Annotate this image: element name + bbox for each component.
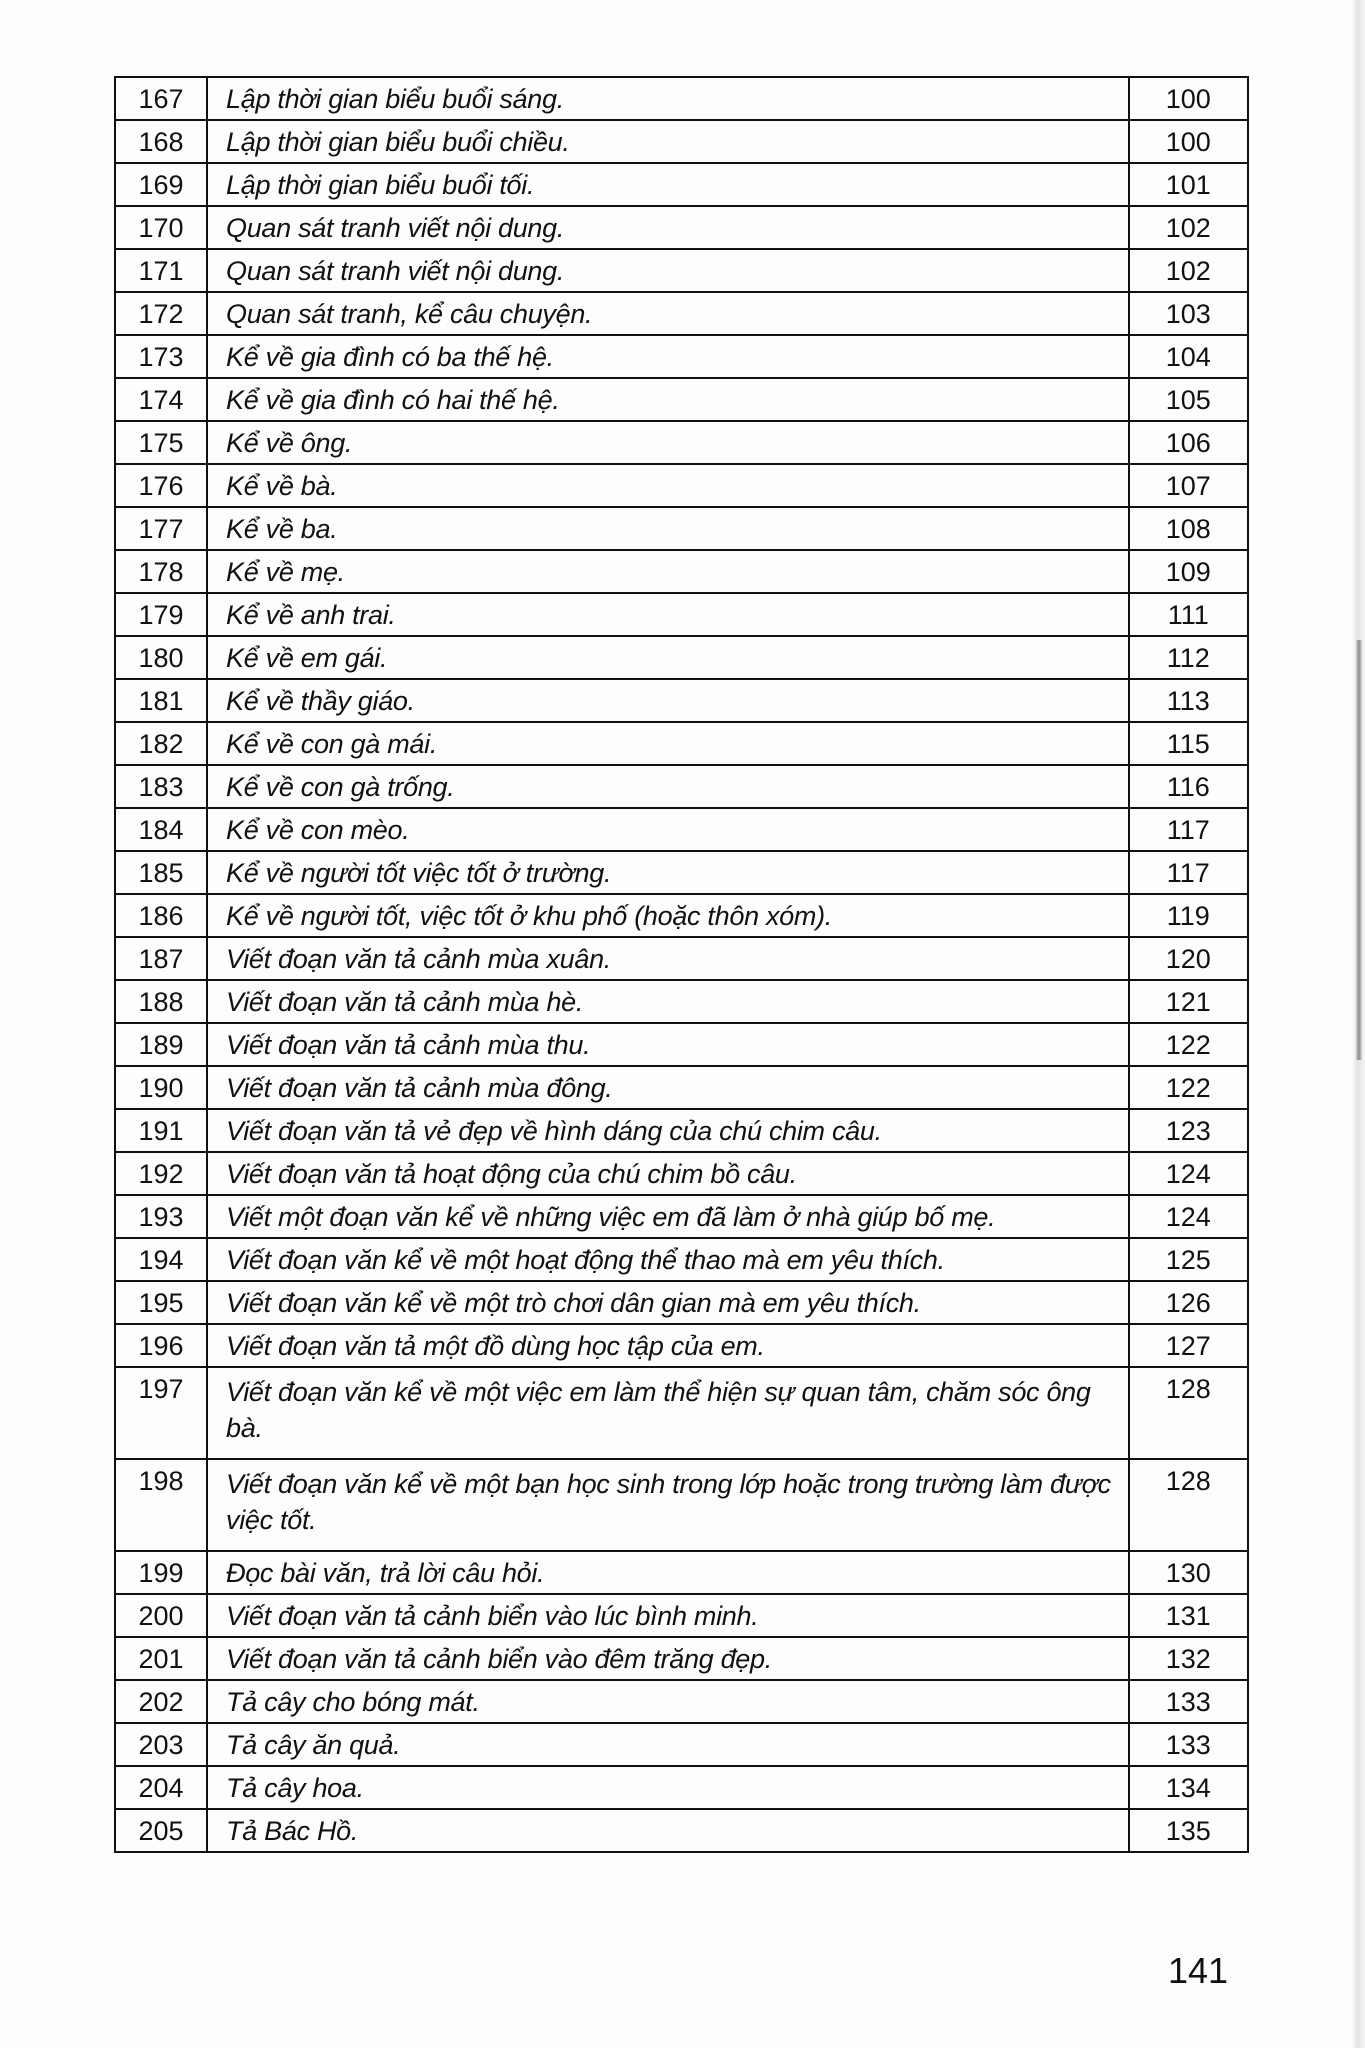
lesson-number: 193 <box>115 1195 207 1238</box>
lesson-number: 179 <box>115 593 207 636</box>
page-reference: 117 <box>1129 808 1248 851</box>
page-reference: 130 <box>1129 1551 1248 1594</box>
lesson-title: Kể về ba. <box>207 507 1129 550</box>
lesson-title: Kể về người tốt, việc tốt ở khu phố (hoặc thôn xóm). <box>207 894 1129 937</box>
lesson-title: Viết đoạn văn tả hoạt động của chú chim bồ câu. <box>207 1152 1129 1195</box>
page-reference: 124 <box>1129 1152 1248 1195</box>
table-row <box>115 1066 1248 1109</box>
lesson-number: 194 <box>115 1238 207 1281</box>
table-row <box>115 120 1248 163</box>
lesson-number: 180 <box>115 636 207 679</box>
lesson-number: 189 <box>115 1023 207 1066</box>
page-reference: 104 <box>1129 335 1248 378</box>
lesson-number: 205 <box>115 1809 207 1852</box>
page-reference: 131 <box>1129 1594 1248 1637</box>
lesson-title: Kể về ông. <box>207 421 1129 464</box>
lesson-number: 167 <box>115 77 207 120</box>
lesson-title: Tả cây hoa. <box>207 1766 1129 1809</box>
lesson-title: Tả Bác Hồ. <box>207 1809 1129 1852</box>
lesson-title: Quan sát tranh viết nội dung. <box>207 249 1129 292</box>
lesson-title: Viết đoạn văn tả vẻ đẹp về hình dáng của chú chim câu. <box>207 1109 1129 1152</box>
page-binding-shadow-dark <box>1356 640 1362 1060</box>
page-reference: 122 <box>1129 1023 1248 1066</box>
table-row <box>115 937 1248 980</box>
lesson-title: Viết đoạn văn kể về một trò chơi dân gian mà em yêu thích. <box>207 1281 1129 1324</box>
page-reference: 103 <box>1129 292 1248 335</box>
page-reference: 106 <box>1129 421 1248 464</box>
lesson-number: 184 <box>115 808 207 851</box>
lesson-title: Kể về người tốt việc tốt ở trường. <box>207 851 1129 894</box>
lesson-number: 169 <box>115 163 207 206</box>
lesson-number: 181 <box>115 679 207 722</box>
page-reference: 125 <box>1129 1238 1248 1281</box>
lesson-title: Viết đoạn văn kể về một việc em làm thể hiện sự quan tâm, chăm sóc ông bà. <box>207 1367 1129 1459</box>
lesson-title: Quan sát tranh viết nội dung. <box>207 206 1129 249</box>
table-row <box>115 1594 1248 1637</box>
page-reference: 108 <box>1129 507 1248 550</box>
page-reference: 119 <box>1129 894 1248 937</box>
page-reference: 109 <box>1129 550 1248 593</box>
lesson-title: Kể về mẹ. <box>207 550 1129 593</box>
page-reference: 134 <box>1129 1766 1248 1809</box>
lesson-title: Tả cây ăn quả. <box>207 1723 1129 1766</box>
lesson-title: Viết đoạn văn tả cảnh mùa thu. <box>207 1023 1129 1066</box>
page-reference: 113 <box>1129 679 1248 722</box>
page-reference: 126 <box>1129 1281 1248 1324</box>
lesson-number: 202 <box>115 1680 207 1723</box>
table-row <box>115 1152 1248 1195</box>
page-reference: 101 <box>1129 163 1248 206</box>
lesson-number: 171 <box>115 249 207 292</box>
page-reference: 120 <box>1129 937 1248 980</box>
lesson-number: 173 <box>115 335 207 378</box>
page-reference: 112 <box>1129 636 1248 679</box>
lesson-title: Viết đoạn văn tả cảnh mùa hè. <box>207 980 1129 1023</box>
page-reference: 100 <box>1129 77 1248 120</box>
lesson-number: 175 <box>115 421 207 464</box>
lesson-number: 191 <box>115 1109 207 1152</box>
table-row <box>115 292 1248 335</box>
lesson-title: Lập thời gian biểu buổi chiều. <box>207 120 1129 163</box>
table-row <box>115 1637 1248 1680</box>
page-reference: 124 <box>1129 1195 1248 1238</box>
lesson-number: 178 <box>115 550 207 593</box>
page-reference: 128 <box>1129 1367 1248 1459</box>
lesson-title: Kể về anh trai. <box>207 593 1129 636</box>
table-row <box>115 1809 1248 1852</box>
lesson-number: 168 <box>115 120 207 163</box>
lesson-number: 199 <box>115 1551 207 1594</box>
page-reference: 117 <box>1129 851 1248 894</box>
lesson-number: 195 <box>115 1281 207 1324</box>
lesson-number: 200 <box>115 1594 207 1637</box>
table-row <box>115 1680 1248 1723</box>
table-row <box>115 1281 1248 1324</box>
lesson-number: 201 <box>115 1637 207 1680</box>
table-row <box>115 1109 1248 1152</box>
page-reference: 133 <box>1129 1680 1248 1723</box>
lesson-title: Lập thời gian biểu buổi tối. <box>207 163 1129 206</box>
lesson-number: 177 <box>115 507 207 550</box>
lesson-title: Viết đoạn văn tả cảnh biển vào lúc bình minh. <box>207 1594 1129 1637</box>
lesson-number: 186 <box>115 894 207 937</box>
lesson-title: Viết đoạn văn kể về một bạn học sinh trong lớp hoặc trong trường làm được việc tốt. <box>207 1459 1129 1551</box>
lesson-title: Kể về con mèo. <box>207 808 1129 851</box>
page-reference: 107 <box>1129 464 1248 507</box>
lesson-number: 174 <box>115 378 207 421</box>
lesson-number: 187 <box>115 937 207 980</box>
page-reference: 115 <box>1129 722 1248 765</box>
table-row <box>115 1723 1248 1766</box>
page-reference: 127 <box>1129 1324 1248 1367</box>
table-row <box>115 1023 1248 1066</box>
lesson-number: 182 <box>115 722 207 765</box>
page-reference: 132 <box>1129 1637 1248 1680</box>
page-reference: 116 <box>1129 765 1248 808</box>
lesson-number: 203 <box>115 1723 207 1766</box>
page-reference: 105 <box>1129 378 1248 421</box>
lesson-number: 183 <box>115 765 207 808</box>
page-reference: 135 <box>1129 1809 1248 1852</box>
lesson-title: Kể về con gà trống. <box>207 765 1129 808</box>
table-row <box>115 378 1248 421</box>
page-reference: 122 <box>1129 1066 1248 1109</box>
table-row <box>115 77 1248 120</box>
lesson-number: 185 <box>115 851 207 894</box>
table-row <box>115 249 1248 292</box>
lesson-title: Kể về bà. <box>207 464 1129 507</box>
page-reference: 102 <box>1129 249 1248 292</box>
table-row <box>115 464 1248 507</box>
table-row <box>115 851 1248 894</box>
lesson-title: Kể về thầy giáo. <box>207 679 1129 722</box>
page-reference: 102 <box>1129 206 1248 249</box>
table-row <box>115 1551 1248 1594</box>
lesson-number: 204 <box>115 1766 207 1809</box>
lesson-number: 190 <box>115 1066 207 1109</box>
lesson-title: Viết đoạn văn kể về một hoạt động thể thao mà em yêu thích. <box>207 1238 1129 1281</box>
table-row <box>115 163 1248 206</box>
lesson-title: Lập thời gian biểu buổi sáng. <box>207 77 1129 120</box>
lesson-title: Viết đoạn văn tả cảnh mùa đông. <box>207 1066 1129 1109</box>
table-row <box>115 335 1248 378</box>
table-row <box>115 679 1248 722</box>
lesson-number: 172 <box>115 292 207 335</box>
table-row <box>115 550 1248 593</box>
table-row <box>115 636 1248 679</box>
lesson-number: 192 <box>115 1152 207 1195</box>
lesson-title: Tả cây cho bóng mát. <box>207 1680 1129 1723</box>
table-row <box>115 894 1248 937</box>
lesson-title: Viết đoạn văn tả cảnh mùa xuân. <box>207 937 1129 980</box>
page-reference: 100 <box>1129 120 1248 163</box>
lesson-title: Viết đoạn văn tả cảnh biển vào đêm trăng đẹp. <box>207 1637 1129 1680</box>
lesson-title: Kể về gia đình có hai thế hệ. <box>207 378 1129 421</box>
lesson-title: Viết đoạn văn tả một đồ dùng học tập của em. <box>207 1324 1129 1367</box>
page-reference: 123 <box>1129 1109 1248 1152</box>
table-row <box>115 1195 1248 1238</box>
table-row <box>115 808 1248 851</box>
page-reference: 128 <box>1129 1459 1248 1551</box>
lesson-number: 198 <box>115 1459 207 1551</box>
lesson-title: Kể về em gái. <box>207 636 1129 679</box>
page-number: 141 <box>1168 1950 1229 1991</box>
table-row <box>115 980 1248 1023</box>
table-row <box>115 1238 1248 1281</box>
table-row <box>115 1459 1248 1551</box>
lesson-number: 197 <box>115 1367 207 1459</box>
lesson-number: 188 <box>115 980 207 1023</box>
toc-body <box>115 77 1248 1852</box>
table-of-contents <box>114 76 1249 1853</box>
lesson-number: 196 <box>115 1324 207 1367</box>
table-row <box>115 1766 1248 1809</box>
page-reference: 133 <box>1129 1723 1248 1766</box>
lesson-title: Đọc bài văn, trả lời câu hỏi. <box>207 1551 1129 1594</box>
lesson-number: 170 <box>115 206 207 249</box>
table-row <box>115 1367 1248 1459</box>
page-reference: 121 <box>1129 980 1248 1023</box>
table-row <box>115 507 1248 550</box>
table-row <box>115 593 1248 636</box>
table-row <box>115 1324 1248 1367</box>
lesson-number: 176 <box>115 464 207 507</box>
table-row <box>115 206 1248 249</box>
page-reference: 111 <box>1129 593 1248 636</box>
table-row <box>115 765 1248 808</box>
lesson-title: Viết một đoạn văn kể về những việc em đã làm ở nhà giúp bố mẹ. <box>207 1195 1129 1238</box>
table-row <box>115 722 1248 765</box>
lesson-title: Kể về con gà mái. <box>207 722 1129 765</box>
lesson-title: Kể về gia đình có ba thế hệ. <box>207 335 1129 378</box>
lesson-title: Quan sát tranh, kể câu chuyện. <box>207 292 1129 335</box>
table-row <box>115 421 1248 464</box>
